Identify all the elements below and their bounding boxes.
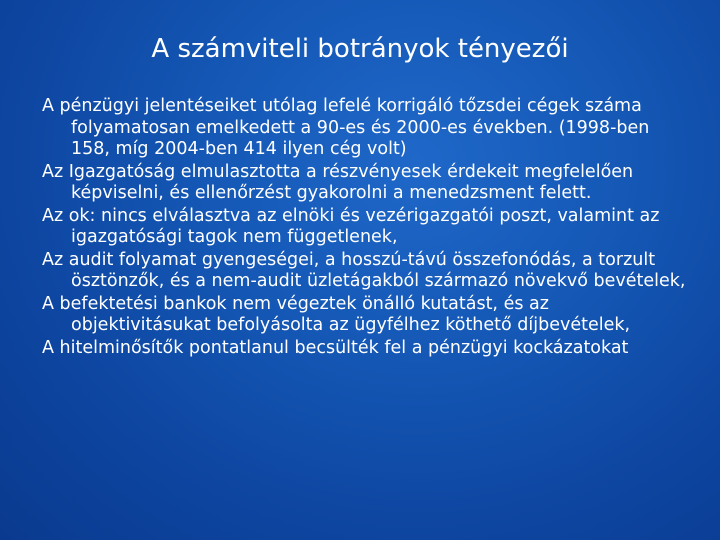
bullet-list: [42, 96, 692, 360]
bullet-item: A hitelminősítők pontatlanul becsülték fel a pénzügyi kockázatokat: [42, 337, 629, 358]
bullet-item: Az Igazgatóság elmulasztotta a részvényesek érdekeit megfelelően képviselni, és ellenőrzést gyakorolni a menedzsment felett.: [42, 161, 634, 203]
bullet-item: Az audit folyamat gyengeségei, a hosszú-távú összefonódás, a torzult ösztönzők, és a nem-audit üzletágakból származó növekvő bevételek,: [42, 249, 686, 291]
bullet-item: A pénzügyi jelentéseiket utólag lefelé korrigáló tőzsdei cégek száma folyamatosan emelkedett a 90-es és 2000-es években. (1998-ben 158, míg 2004-ben 414 ilyen cég volt): [42, 96, 650, 159]
bullet-item: Az ok: nincs elválasztva az elnöki és vezérigazgatói poszt, valamint az igazgatósági tagok nem függetlenek,: [42, 205, 660, 247]
bullet-item: A befektetési bankok nem végeztek önálló kutatást, és az objektivitásukat befolyásolta az ügyfélhez köthető díjbevételek,: [42, 293, 631, 335]
slide-title: A számviteli botrányok tényezői: [151, 34, 569, 64]
